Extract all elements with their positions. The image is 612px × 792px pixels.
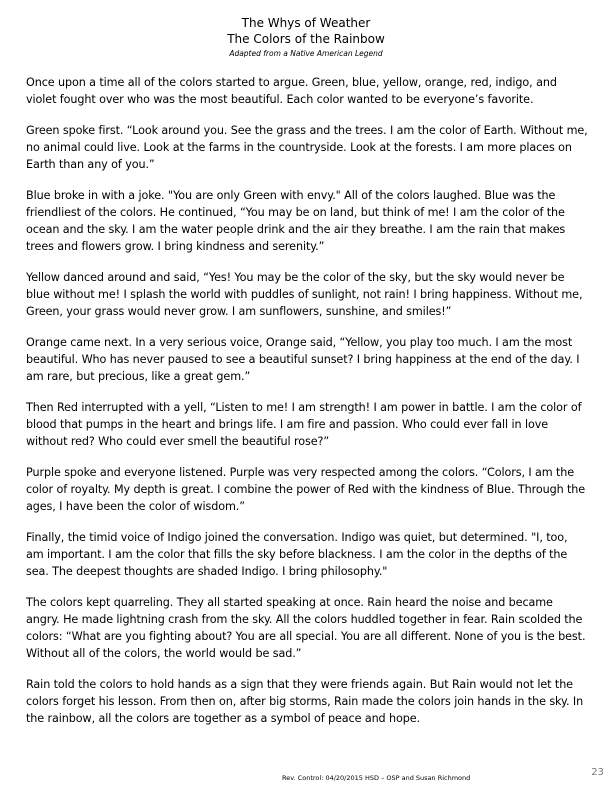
- paragraph: Once upon a time all of the colors started to argue. Green, blue, yellow, orange, red, indigo, and violet fought over who was the most beautiful. Each color wanted to be everyone’s favorite.: [26, 76, 557, 106]
- paragraph: Rain told the colors to hold hands as a sign that they were friends again. But Rain would not let the colors forget his lesson. From then on, after big storms, Rain made the colors join hands in the sky. In the rainbow, all the colors are together as a symbol of peace and hope.: [26, 678, 584, 725]
- story-title: The Colors of the Rainbow: [227, 32, 385, 46]
- document-header: [0, 15, 612, 60]
- story-attribution: Adapted from a Native American Legend: [229, 49, 383, 58]
- paragraph: The colors kept quarreling. They all started speaking at once. Rain heard the noise and became angry. He made lightning crash from the sky. All the colors huddled together in fear. Rain scolded the colors: “What are you fighting about? You are all special. You are all different. None of you is the best. Without all of the colors, the world would be sad.”: [26, 596, 586, 660]
- paragraph: Purple spoke and everyone listened. Purple was very respected among the colors. “Colors, I am the color of royalty. My depth is great. I combine the power of Red with the kindness of Blue. Through the ages, I have been the color of wisdom.”: [26, 466, 586, 513]
- paragraph: Then Red interrupted with a yell, “Listen to me! I am strength! I am power in battle. I am the color of blood that pumps in the heart and brings life. I am fire and passion. Who could ever fall in love without red? Who could ever smell the beautiful rose?”: [26, 401, 582, 448]
- paragraph: Green spoke first. “Look around you. See the grass and the trees. I am the color of Earth. Without me, no animal could live. Look at the farms in the countryside. Look at the forests. I am more places on Earth than any of you.”: [26, 124, 588, 171]
- paragraph: Blue broke in with a joke. "You are only Green with envy." All of the colors laughed. Blue was the friendliest of the colors. He continued, “You may be on land, but think of me! I am the color of the ocean and the sky. I am the water people drink and the air they breathe. I am the rain that makes trees and flowers grow. I bring kindness and serenity.”: [26, 189, 566, 253]
- page-number: 23: [591, 767, 604, 778]
- paragraph: Finally, the timid voice of Indigo joined the conversation. Indigo was quiet, but determined. "I, too, am important. I am the color that fills the sky before blackness. I am the color in the depths of the sea. The deepest thoughts are shaded Indigo. I bring philosophy.": [26, 531, 568, 578]
- revision-footer: Rev. Control: 04/20/2015 HSD – OSP and Susan Richmond: [282, 774, 471, 782]
- document-title: The Whys of Weather: [241, 16, 371, 30]
- paragraph: Yellow danced around and said, “Yes! You may be the color of the sky, but the sky would never be blue without me! I splash the world with puddles of sunlight, not rain! I bring happiness. Without me, Green, your grass would never grow. I am sunflowers, sunshine, and smiles!”: [26, 271, 583, 318]
- paragraph: Orange came next. In a very serious voice, Orange said, “Yellow, you play too much. I am the most beautiful. Who has never paused to see a beautiful sunset? I bring happiness at the end of the day. I am rare, but precious, like a great gem.”: [26, 336, 580, 383]
- story-body: [26, 74, 588, 741]
